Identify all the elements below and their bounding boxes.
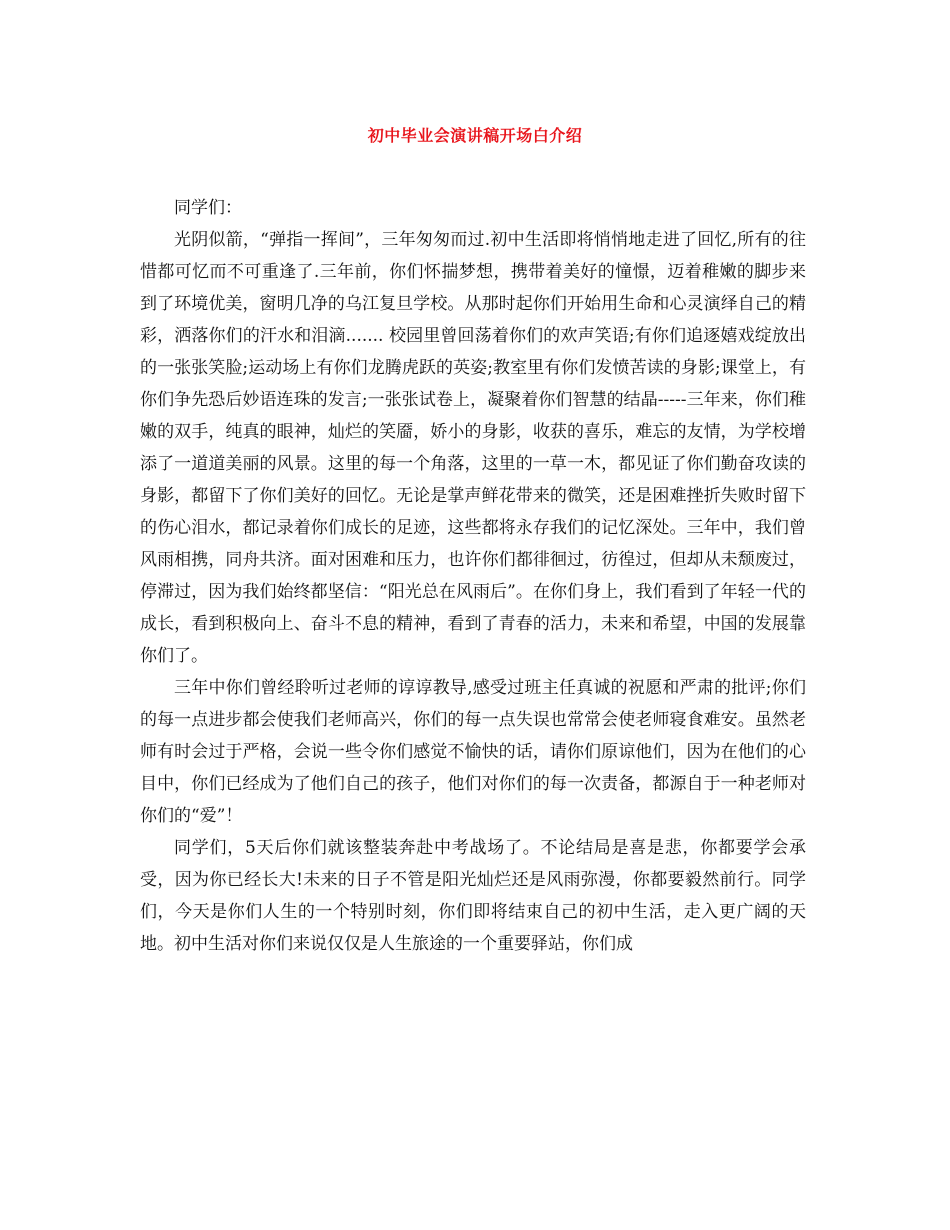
paragraph-2: 三年中你们曾经聆听过老师的谆谆教导,感受过班主任真诚的祝愿和严肃的批评;你们的每一点进步都会使我们老师高兴，你们的每一点失误也常常会使老师寝食难安。虽然老师有时会过于严格，会说一些令你们感觉不愉快的话，请你们原谅他们，因为在他们的心目中，你们已经成为了他们自己的孩子，他们对你们的每一次责备，都源自于一种老师对你们的“爱”！ — [140, 678, 806, 826]
document-body — [140, 192, 806, 960]
document-title: 初中毕业会演讲稿开场白介绍 — [367, 126, 583, 145]
paragraph-1: 光阴似箭，“弹指一挥间”，三年匆匆而过.初中生活即将悄悄地走进了回忆,所有的往惜都可忆而不可重逢了.三年前，你们怀揣梦想，携带着美好的憧憬，迈着稚嫩的脚步来到了环境优美，窗明几净的乌江复旦学校。从那时起你们开始用生命和心灵演绎自己的精彩，洒落你们的汗水和泪滴....... 校园里曾回荡着你们的欢声笑语;有你们追逐嬉戏绽放出的一张张笑脸;运动场上有你们龙腾虎跃的英姿;教室里有你们发愤苦读的身影;课堂上，有你们争先恐后妙语连珠的发言;一张张试卷上，凝聚着你们智慧的结晶-----三年来，你们稚嫩的双手，纯真的眼神，灿烂的笑靥，娇小的身影，收获的喜乐，难忘的友情，为学校增添了一道道美丽的风景。这里的每一个角落，这里的一草一木，都见证了你们勤奋攻读的身影，都留下了你们美好的回忆。无论是掌声鲜花带来的微笑，还是困难挫折失败时留下的伤心泪水，都记录着你们成长的足迹，这些都将永存我们的记忆深处。三年中，我们曾风雨相携，同舟共济。面对困难和压力，也许你们都徘徊过，彷徨过，但却从未颓废过，停滞过，因为我们始终都坚信：“阳光总在风雨后”。在你们身上，我们看到了年轻一代的成长，看到积极向上、奋斗不息的精神，看到了青春的活力，未来和希望，中国的发展靠你们了。 — [140, 230, 806, 666]
salutation: 同学们： — [174, 198, 242, 218]
paragraph-3: 同学们，5天后你们就该整装奔赴中考战场了。不论结局是喜是悲，你都要学会承受，因为你已经长大!未来的日子不管是阳光灿烂还是风雨弥漫，你都要毅然前行。同学们，今天是你们人生的一个特别时刻，你们即将结束自己的初中生活，走入更广阔的天地。初中生活对你们来说仅仅是人生旅途的一个重要驿站，你们成 — [140, 838, 806, 954]
